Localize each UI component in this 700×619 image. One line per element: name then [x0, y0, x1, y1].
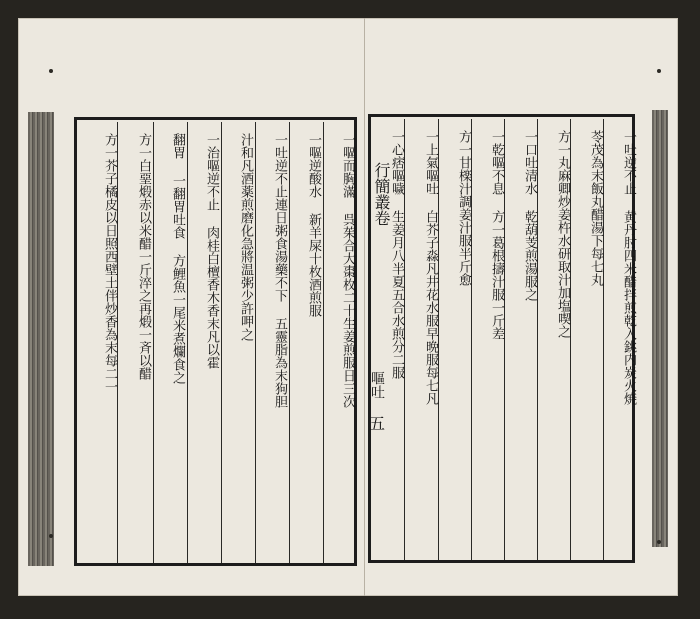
- column-rule: [404, 119, 405, 560]
- left-column-6: 翻胃 一翻胃吐食 方鯉魚一尾米煮爛食之: [170, 133, 185, 384]
- column-rule: [570, 119, 571, 560]
- page-number-center: 五: [368, 414, 385, 433]
- column-rule: [438, 119, 439, 560]
- column-rule: [323, 122, 324, 563]
- left-column-5: 一治嘔逆不止 肉桂白檀香木香末凡以霍: [204, 133, 219, 369]
- left-column-8: 方一芥子橘皮以日照西壁土伴炒香為末每二一: [102, 133, 117, 393]
- right-column-4: 一口吐清水 乾葫芰煎湯服之: [522, 130, 537, 301]
- right-column-1: 一吐逆不止 黄丹肘四米醋拌煎乾入銚内炭火焼: [621, 130, 636, 405]
- right-column-7: 一上氣嘔吐 白芥子淼凡井花水服早晩服每七凡: [423, 130, 438, 405]
- book-spread: [18, 18, 678, 596]
- column-rule: [471, 119, 472, 560]
- right-column-8: 一心痞嘔噦 生姜月八半夏五合水煎分二服: [389, 130, 404, 379]
- column-rule: [255, 122, 256, 563]
- chapter-subtitle-center: 嘔吐: [369, 371, 385, 399]
- left-column-1: 一嘔而胸滿 呉茱合大棗枚二十生姜煎服日三次: [340, 133, 355, 408]
- left-column-3: 一吐逆不止連日粥食湯藥不下 五靈脂為末狗胆: [272, 133, 287, 408]
- column-rule: [289, 122, 290, 563]
- column-rule: [187, 122, 188, 563]
- left-column-2: 一嘔逆酸水 新羊屎十枚酒煎服: [306, 133, 321, 317]
- column-rule: [221, 122, 222, 563]
- book-title-center: 行簡叢卷: [372, 162, 391, 226]
- binding-hole: [657, 69, 661, 73]
- column-rule: [504, 119, 505, 560]
- right-column-5: 一乾嘔不息 方一葛根擣汁服一斤差: [489, 130, 504, 340]
- right-column-6: 方一甘檪汁調姜汁服半斤愈: [456, 130, 471, 286]
- left-column-7: 方一白堊煅赤以米醋一斤淬之再煅一斉以醋: [136, 133, 151, 380]
- center-fold: [364, 18, 365, 596]
- column-rule: [153, 122, 154, 563]
- column-rule: [117, 122, 118, 563]
- left-text-frame: [74, 117, 357, 566]
- right-column-2: 苓茂為末飯丸醋湯下每七丸: [588, 130, 603, 286]
- right-text-frame: [368, 114, 635, 563]
- binding-hole: [49, 69, 53, 73]
- binding-hole: [657, 540, 661, 544]
- left-page-edge: [28, 112, 54, 566]
- left-column-4: 汁和凡酒薬煎磨化急將温粥少許呷之: [238, 133, 253, 341]
- right-page-edge: [652, 110, 668, 547]
- binding-hole: [49, 534, 53, 538]
- column-rule: [537, 119, 538, 560]
- column-rule: [603, 119, 604, 560]
- right-column-3: 方一丸麻卿炒姜杵水研取汁加塩喫之: [555, 130, 570, 338]
